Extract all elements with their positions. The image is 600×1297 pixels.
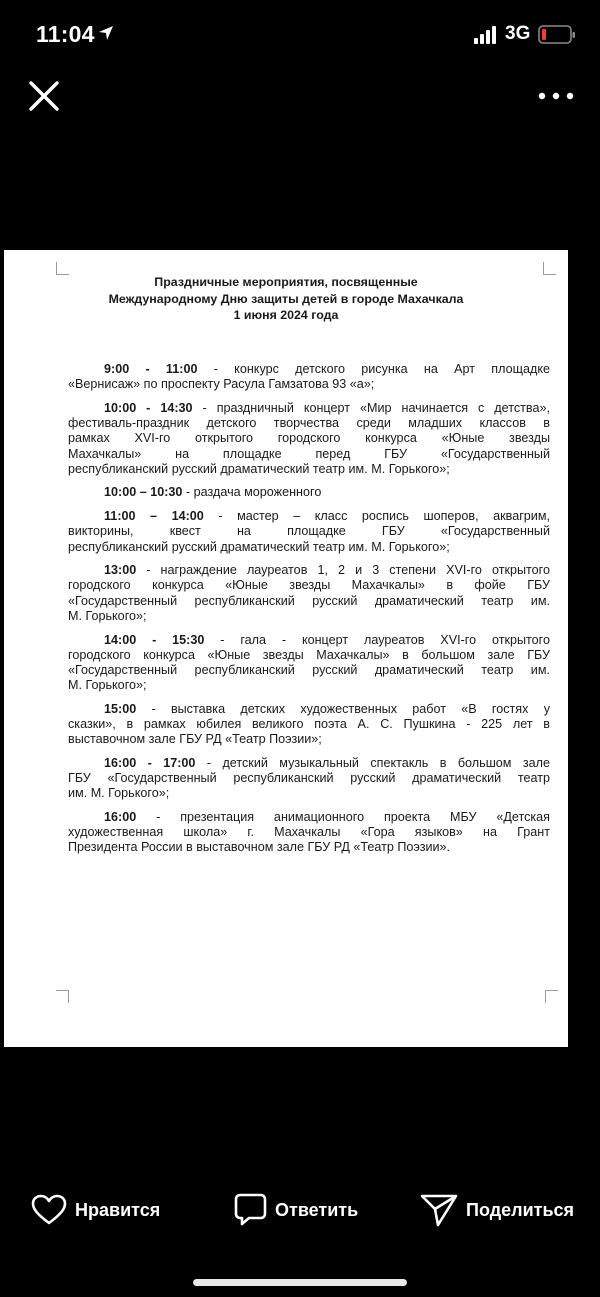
event-text: городского конкурса «Юные звезды Махачкалы» в большом зале ГБУ (68, 647, 550, 662)
event-text: Махачкалы» на площадке перед ГБУ «Государственный (68, 446, 550, 461)
event-text: М. Горького»; (68, 608, 147, 623)
location-arrow-icon (98, 25, 114, 41)
paragraph-line (68, 431, 550, 446)
event-text: выставочном зале ГБУ РД «Театр Поэзии»; (68, 732, 322, 747)
schedule-paragraph (68, 756, 550, 802)
paragraph-line (68, 524, 550, 539)
home-indicator (193, 1279, 407, 1286)
action-bar (0, 1180, 600, 1240)
schedule-paragraph (68, 509, 550, 555)
event-text: - конкурс детского рисунка на Арт площадке (197, 362, 550, 376)
share-button[interactable] (420, 1192, 574, 1228)
schedule-paragraph (68, 810, 550, 856)
event-text: М. Горького»; (68, 678, 147, 693)
paragraph-line (68, 377, 550, 392)
share-icon (420, 1193, 458, 1227)
title-line: 1 июня 2024 года (233, 308, 339, 322)
crop-mark (56, 262, 69, 275)
more-options-icon[interactable] (534, 82, 578, 110)
like-label: Нравится (75, 1199, 161, 1220)
paragraph-line (68, 717, 550, 732)
paragraph-line (68, 362, 550, 377)
share-label: Поделиться (466, 1199, 575, 1220)
paragraph-line (68, 509, 550, 524)
event-text: «Вернисаж» по проспекту Расула Гамзатова 93 «а»; (68, 377, 375, 392)
event-text: - награждение лауреатов 1, 2 и 3 степени XVI-го открытого (136, 563, 550, 578)
paragraph-line (68, 540, 550, 555)
paragraph-line (68, 810, 550, 825)
crop-mark (543, 262, 556, 275)
paragraph-line (68, 594, 550, 609)
like-button[interactable] (31, 1192, 160, 1228)
event-text: - детский музыкальный спектакль в большом зале (195, 755, 550, 770)
event-time: 15:00 (104, 701, 137, 716)
event-text: республиканский русский драматический театр им. М. Горького»; (68, 539, 450, 554)
paragraph-line (68, 786, 550, 801)
schedule-paragraph (68, 362, 550, 392)
event-text: - праздничный концерт «Мир начинается с детства», (192, 400, 550, 415)
schedule-paragraph (68, 563, 550, 624)
paragraph-line (68, 633, 550, 648)
paragraph-line (68, 756, 550, 771)
title-line: Международному Дню защиты детей в городе Махачкала (108, 291, 464, 306)
paragraph-line (68, 416, 550, 431)
paragraph-line (68, 563, 550, 578)
schedule-paragraph (68, 702, 550, 748)
title-line: Праздничные мероприятия, посвященные (154, 275, 418, 289)
reply-button[interactable] (234, 1192, 358, 1228)
event-time: 13:00 (104, 563, 137, 578)
paragraph-line (68, 840, 550, 855)
event-text: «Государственный республиканский русский драматический театр им. (68, 662, 550, 677)
crop-mark (56, 990, 69, 1003)
event-text: художественная школа» г. Махачкалы «Гора языков» на Грант (68, 825, 550, 840)
event-time: 10:00 – 10:30 (104, 485, 183, 500)
network-label: 3G (505, 23, 531, 44)
event-text: фестиваль-праздник детского творчества среди младших классов в (68, 416, 550, 431)
event-text: им. М. Горького»; (68, 786, 170, 801)
event-text: городского конкурса «Юные звезды Махачкалы» в фойе ГБУ (68, 578, 550, 593)
event-time: 9:00 - 11:00 (104, 362, 198, 376)
document-body (68, 362, 550, 864)
paragraph-line (68, 609, 550, 624)
paragraph-line (68, 485, 550, 500)
schedule-paragraph (68, 633, 550, 694)
event-time: 10:00 - 14:30 (104, 400, 193, 415)
comment-icon (234, 1193, 267, 1227)
document-page (4, 250, 568, 1047)
paragraph-line (68, 825, 550, 840)
paragraph-line (68, 771, 550, 786)
paragraph-line (68, 663, 550, 678)
paragraph-line (68, 578, 550, 593)
event-text: - гала - концерт лауреатов XVI-го открытого (204, 632, 550, 647)
event-text: «Государственный республиканский русский драматический театр им. (68, 593, 550, 608)
reply-label: Ответить (275, 1199, 359, 1220)
paragraph-line (68, 462, 550, 477)
schedule-paragraph (68, 401, 550, 477)
status-bar (0, 0, 600, 72)
status-time: 11:04 (36, 21, 95, 47)
event-text: - раздача мороженного (182, 485, 322, 500)
event-text: республиканский русский драматический театр им. М. Горького»; (68, 461, 450, 476)
signal-icon (474, 26, 498, 44)
heart-icon (31, 1194, 67, 1226)
event-time: 16:00 (104, 810, 137, 825)
event-text: - выставка детских художественных работ «В гостях у (136, 701, 550, 716)
battery-icon (538, 24, 576, 46)
event-time: 16:00 - 17:00 (104, 755, 196, 770)
event-text: сказки», в рамках юбилея великого поэта А. С. Пушкина - 225 лет в (68, 717, 550, 732)
event-time: 11:00 – 14:00 (104, 509, 204, 524)
document-title (76, 274, 496, 324)
event-text: - мастер – класс роспись шоперов, аквагрим, (203, 509, 550, 524)
paragraph-line (68, 678, 550, 693)
event-time: 14:00 - 15:30 (104, 632, 205, 647)
close-icon[interactable] (26, 78, 62, 114)
event-text: Президента России в выставочном зале ГБУ РД «Театр Поэзии». (68, 840, 451, 855)
paragraph-line (68, 447, 550, 462)
paragraph-line (68, 648, 550, 663)
paragraph-line (68, 732, 550, 747)
event-text: ГБУ «Государственный республиканский русский драматический театр (68, 771, 550, 786)
paragraph-line (68, 401, 550, 416)
event-text: - презентация анимационного проекта МБУ «Детская (136, 810, 550, 825)
event-text: викторины, квест на площадке ГБУ «Государственный (68, 524, 550, 539)
crop-mark (545, 990, 558, 1003)
schedule-paragraph (68, 485, 550, 500)
event-text: рамках XVI-го открытого городского конкурса «Юные звезды (68, 431, 550, 446)
paragraph-line (68, 702, 550, 717)
